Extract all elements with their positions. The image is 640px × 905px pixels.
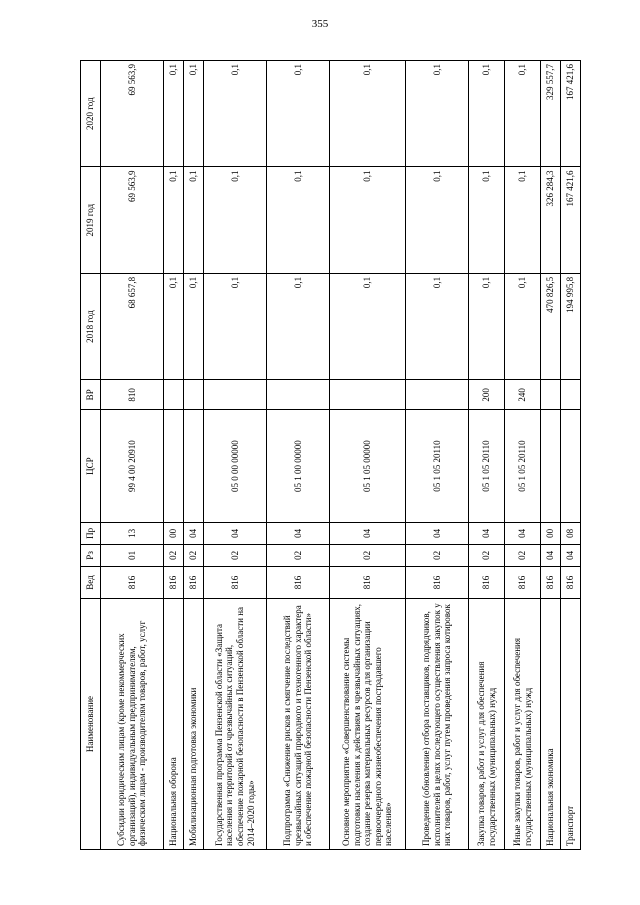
row-name: Национальная экономика bbox=[541, 599, 561, 850]
row-2018: 0,1 bbox=[330, 273, 406, 379]
row-rz: 02 bbox=[267, 544, 330, 566]
row-name: Государственная программа Пензенской области «Защита населения и территорий от чрезвычайных ситуаций, обеспечение пожарной безопасности в Пензенской области на 2014–2020 годы» bbox=[204, 599, 267, 850]
row-2018: 0,1 bbox=[204, 273, 267, 379]
row-2019: 69 563,9 bbox=[101, 167, 164, 273]
row-csr: 05 0 00 00000 bbox=[204, 410, 267, 522]
row-csr: 99 4 00 20910 bbox=[101, 410, 164, 522]
row-2018: 0,1 bbox=[406, 273, 469, 379]
page-number: 355 bbox=[311, 18, 329, 30]
table-row bbox=[330, 61, 406, 850]
row-rz: 02 bbox=[505, 544, 541, 566]
row-csr bbox=[561, 410, 581, 522]
header-name: Наименование bbox=[81, 599, 101, 850]
row-vr: 240 bbox=[505, 380, 541, 410]
table-row bbox=[101, 61, 164, 850]
row-vr bbox=[330, 380, 406, 410]
row-2019: 0,1 bbox=[184, 167, 204, 273]
row-2020: 69 563,9 bbox=[101, 61, 164, 167]
row-2020: 0,1 bbox=[469, 61, 505, 167]
row-2018: 194 995,8 bbox=[561, 273, 581, 379]
row-rz: 04 bbox=[561, 544, 581, 566]
row-pr: 04 bbox=[204, 522, 267, 544]
row-name: Подпрограмма «Снижение рисков и смягчение последствий чрезвычайных ситуаций природного и техногенного характера и обеспечение пожарной безопасности Пензенской области» bbox=[267, 599, 330, 850]
row-name: Мобилизационная подготовка экономики bbox=[184, 599, 204, 850]
row-pr: 04 bbox=[184, 522, 204, 544]
row-2019: 0,1 bbox=[164, 167, 184, 273]
row-2020: 0,1 bbox=[204, 61, 267, 167]
row-rz: 02 bbox=[469, 544, 505, 566]
row-pr: 04 bbox=[469, 522, 505, 544]
row-2019: 0,1 bbox=[469, 167, 505, 273]
header-2019: 2019 год bbox=[81, 167, 101, 273]
table-row bbox=[505, 61, 541, 850]
row-name: Субсидии юридическим лицам (кроме некоммерческих организаций), индивидуальным предпринимателям, физическим лицам - производителям товаров, работ, услуг bbox=[101, 599, 164, 850]
row-rz: 02 bbox=[330, 544, 406, 566]
row-rz: 04 bbox=[541, 544, 561, 566]
row-csr bbox=[164, 410, 184, 522]
row-pr: 04 bbox=[505, 522, 541, 544]
row-name: Закупка товаров, работ и услуг для обеспечения государственных (муниципальных) нужд bbox=[469, 599, 505, 850]
row-ved: 816 bbox=[541, 566, 561, 598]
row-2018: 0,1 bbox=[469, 273, 505, 379]
header-rz: Рз bbox=[81, 544, 101, 566]
table-row bbox=[406, 61, 469, 850]
row-2018: 0,1 bbox=[267, 273, 330, 379]
row-2019: 0,1 bbox=[406, 167, 469, 273]
row-2019: 0,1 bbox=[330, 167, 406, 273]
row-2020: 0,1 bbox=[164, 61, 184, 167]
row-ved: 816 bbox=[184, 566, 204, 598]
rotated-table-area bbox=[80, 60, 576, 850]
row-2019: 0,1 bbox=[204, 167, 267, 273]
header-2018: 2018 год bbox=[81, 273, 101, 379]
row-pr: 00 bbox=[164, 522, 184, 544]
row-csr: 05 1 05 20110 bbox=[406, 410, 469, 522]
row-ved: 816 bbox=[101, 566, 164, 598]
header-csr: ЦСР bbox=[81, 410, 101, 522]
row-pr: 04 bbox=[406, 522, 469, 544]
row-pr: 08 bbox=[561, 522, 581, 544]
row-vr bbox=[561, 380, 581, 410]
row-2018: 68 657,8 bbox=[101, 273, 164, 379]
row-rz: 02 bbox=[406, 544, 469, 566]
row-2018: 0,1 bbox=[164, 273, 184, 379]
row-name: Основное мероприятие «Совершенствование системы подготовки населения к действиям в чрезвычайных ситуациях, создание резерва материальных ресурсов для организации первоочередного жизнеобеспечения пострадавшего населения» bbox=[330, 599, 406, 850]
row-vr bbox=[406, 380, 469, 410]
table-row bbox=[541, 61, 561, 850]
row-name: Проведение (обновление) отбора поставщиков, подрядчиков, исполнителей в целях последующего осуществления закупок у них товаров, работ, услуг путем проведения запроса котировок bbox=[406, 599, 469, 850]
row-rz: 01 bbox=[101, 544, 164, 566]
row-csr bbox=[184, 410, 204, 522]
table-row bbox=[164, 61, 184, 850]
row-csr bbox=[541, 410, 561, 522]
table-header-row bbox=[81, 61, 101, 850]
row-2018: 0,1 bbox=[505, 273, 541, 379]
row-pr: 04 bbox=[330, 522, 406, 544]
budget-table bbox=[80, 60, 581, 850]
rotated-table-container bbox=[80, 60, 576, 850]
row-2020: 0,1 bbox=[184, 61, 204, 167]
row-ved: 816 bbox=[406, 566, 469, 598]
header-pr: Пр bbox=[81, 522, 101, 544]
row-csr: 05 1 05 00000 bbox=[330, 410, 406, 522]
row-vr bbox=[184, 380, 204, 410]
row-vr: 200 bbox=[469, 380, 505, 410]
row-2020: 0,1 bbox=[267, 61, 330, 167]
row-2020: 0,1 bbox=[505, 61, 541, 167]
row-ved: 816 bbox=[561, 566, 581, 598]
row-vr bbox=[267, 380, 330, 410]
row-2019: 326 284,3 bbox=[541, 167, 561, 273]
row-name: Транспорт bbox=[561, 599, 581, 850]
table-row bbox=[204, 61, 267, 850]
header-ved: Вед bbox=[81, 566, 101, 598]
row-csr: 05 1 05 20110 bbox=[505, 410, 541, 522]
row-ved: 816 bbox=[330, 566, 406, 598]
row-ved: 816 bbox=[267, 566, 330, 598]
row-2020: 167 421,6 bbox=[561, 61, 581, 167]
row-vr bbox=[541, 380, 561, 410]
row-2020: 0,1 bbox=[330, 61, 406, 167]
row-vr bbox=[164, 380, 184, 410]
row-2020: 0,1 bbox=[406, 61, 469, 167]
table-row bbox=[469, 61, 505, 850]
row-pr: 04 bbox=[267, 522, 330, 544]
row-rz: 02 bbox=[184, 544, 204, 566]
row-2020: 329 557,7 bbox=[541, 61, 561, 167]
row-pr: 00 bbox=[541, 522, 561, 544]
row-ved: 816 bbox=[164, 566, 184, 598]
header-vr: ВР bbox=[81, 380, 101, 410]
table-row bbox=[184, 61, 204, 850]
row-csr: 05 1 05 20110 bbox=[469, 410, 505, 522]
row-name: Иные закупки товаров, работ и услуг для обеспечения государственных (муниципальных) нужд bbox=[505, 599, 541, 850]
row-2019: 0,1 bbox=[505, 167, 541, 273]
row-2019: 0,1 bbox=[267, 167, 330, 273]
row-vr: 810 bbox=[101, 380, 164, 410]
table-row bbox=[561, 61, 581, 850]
row-ved: 816 bbox=[469, 566, 505, 598]
row-ved: 816 bbox=[204, 566, 267, 598]
row-2018: 0,1 bbox=[184, 273, 204, 379]
row-name: Национальная оборона bbox=[164, 599, 184, 850]
row-2018: 470 826,5 bbox=[541, 273, 561, 379]
row-csr: 05 1 00 00000 bbox=[267, 410, 330, 522]
header-2020: 2020 год bbox=[81, 61, 101, 167]
row-vr bbox=[204, 380, 267, 410]
row-rz: 02 bbox=[204, 544, 267, 566]
table-row bbox=[267, 61, 330, 850]
row-2019: 167 421,6 bbox=[561, 167, 581, 273]
row-rz: 02 bbox=[164, 544, 184, 566]
row-pr: 13 bbox=[101, 522, 164, 544]
row-ved: 816 bbox=[505, 566, 541, 598]
